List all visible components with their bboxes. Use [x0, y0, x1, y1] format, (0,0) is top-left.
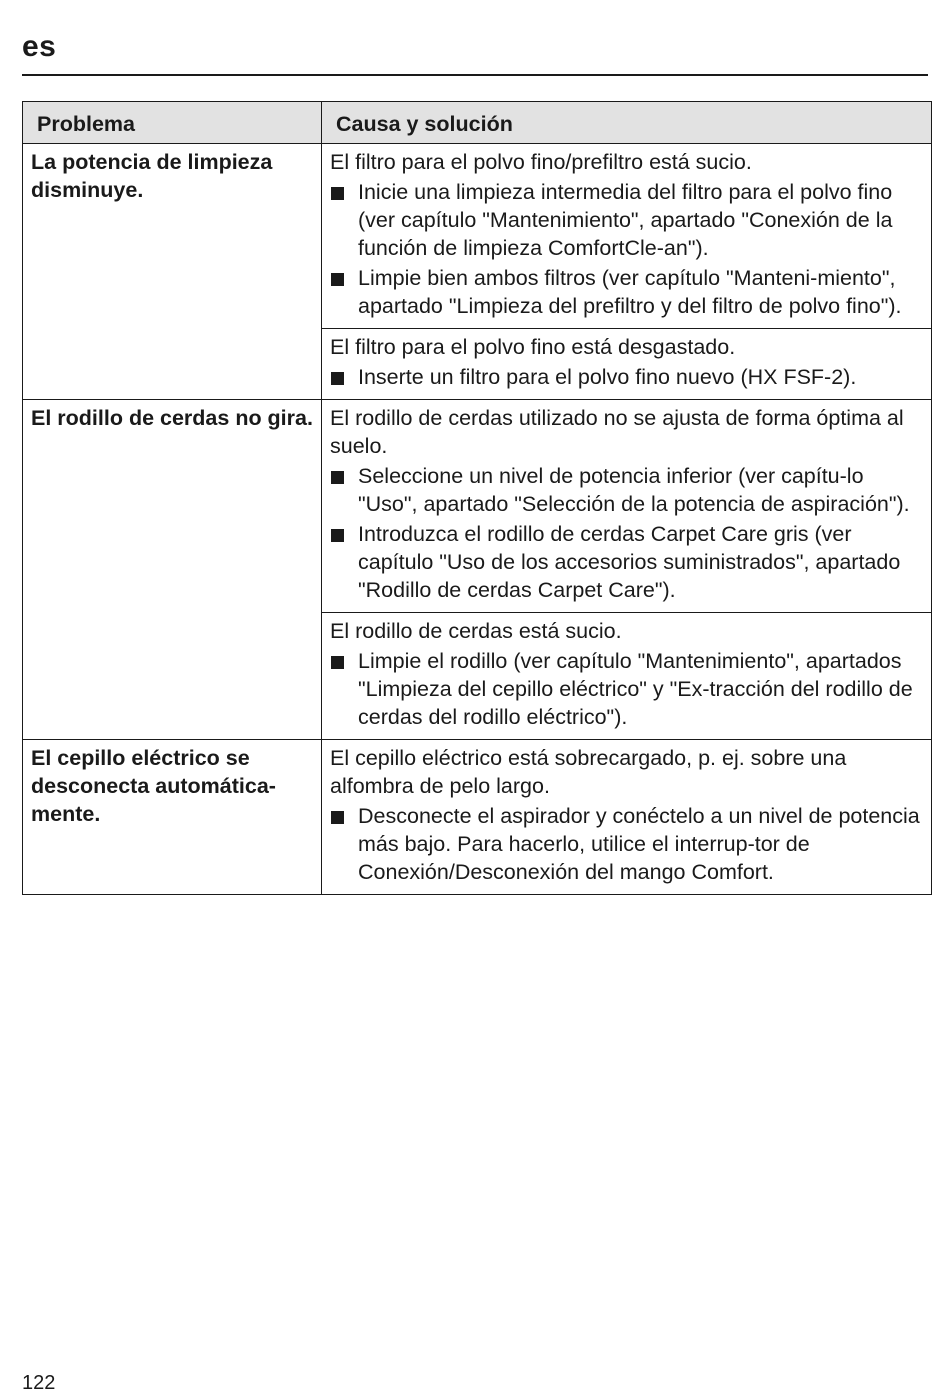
- square-bullet-icon: [331, 656, 344, 669]
- solution-item: [330, 647, 921, 731]
- solution-text: Inserte un filtro para el polvo fino nuevo (HX FSF-2).: [358, 365, 857, 389]
- table-row: [23, 400, 932, 613]
- solution-list: [330, 462, 921, 604]
- solution-list: [330, 647, 921, 731]
- cause-text: El rodillo de cerdas utilizado no se ajusta de forma óptima al suelo.: [330, 406, 904, 458]
- problem-cell: El cepillo eléctrico se desconecta automática-mente.: [23, 740, 322, 895]
- cause-solution-cell: [322, 329, 932, 400]
- solution-text: Seleccione un nivel de potencia inferior (ver capítu-lo "Uso", apartado "Selección de la potencia de aspiración").: [358, 464, 910, 516]
- solution-list: [330, 363, 921, 391]
- troubleshooting-table: [22, 101, 932, 895]
- table-header-row: [23, 102, 932, 144]
- cause-text: El filtro para el polvo fino/prefiltro está sucio.: [330, 150, 752, 174]
- solution-item: [330, 264, 921, 320]
- solution-list: [330, 802, 921, 886]
- solution-item: [330, 178, 921, 262]
- cause-text: El rodillo de cerdas está sucio.: [330, 619, 622, 643]
- solution-text: Limpie el rodillo (ver capítulo "Mantenimiento", apartados "Limpieza del cepillo eléctrico" y "Ex-tracción del rodillo de cerdas del rodillo eléctrico").: [358, 649, 913, 729]
- square-bullet-icon: [331, 471, 344, 484]
- square-bullet-icon: [331, 372, 344, 385]
- solution-item: [330, 363, 921, 391]
- table-row: [23, 144, 932, 329]
- square-bullet-icon: [331, 273, 344, 286]
- table-body: [23, 144, 932, 895]
- language-code: es: [22, 30, 57, 63]
- solution-item: [330, 520, 921, 604]
- header-divider: [22, 74, 928, 76]
- page-number: 122: [22, 1372, 56, 1394]
- cause-text: El cepillo eléctrico está sobrecargado, p. ej. sobre una alfombra de pelo largo.: [330, 746, 847, 798]
- solution-text: Limpie bien ambos filtros (ver capítulo "Manteni-miento", apartado "Limpieza del prefiltro y del filtro de polvo fino").: [358, 266, 902, 318]
- cause-solution-cell: [322, 613, 932, 740]
- solution-text: Inicie una limpieza intermedia del filtro para el polvo fino (ver capítulo "Mantenimiento", apartado "Conexión de la función de limpieza ComfortCle-an").: [358, 180, 893, 260]
- square-bullet-icon: [331, 187, 344, 200]
- solution-item: [330, 802, 921, 886]
- solution-list: [330, 178, 921, 320]
- problem-cell: La potencia de limpieza disminuye.: [23, 144, 322, 400]
- table-row: [23, 740, 932, 895]
- solution-item: [330, 462, 921, 518]
- cause-solution-cell: [322, 400, 932, 613]
- cause-text: El filtro para el polvo fino está desgastado.: [330, 335, 736, 359]
- column-header-cause-solution: Causa y solución: [322, 102, 932, 144]
- cause-solution-cell: [322, 740, 932, 895]
- solution-text: Introduzca el rodillo de cerdas Carpet Care gris (ver capítulo "Uso de los accesorios suministrados", apartado "Rodillo de cerdas Carpet Care").: [358, 522, 901, 602]
- column-header-problem: Problema: [23, 102, 322, 144]
- square-bullet-icon: [331, 811, 344, 824]
- cause-solution-cell: [322, 144, 932, 329]
- square-bullet-icon: [331, 529, 344, 542]
- problem-cell: El rodillo de cerdas no gira.: [23, 400, 322, 740]
- solution-text: Desconecte el aspirador y conéctelo a un nivel de potencia más bajo. Para hacerlo, utilice el interrup-tor de Conexión/Desconexión del mango Comfort.: [358, 804, 920, 884]
